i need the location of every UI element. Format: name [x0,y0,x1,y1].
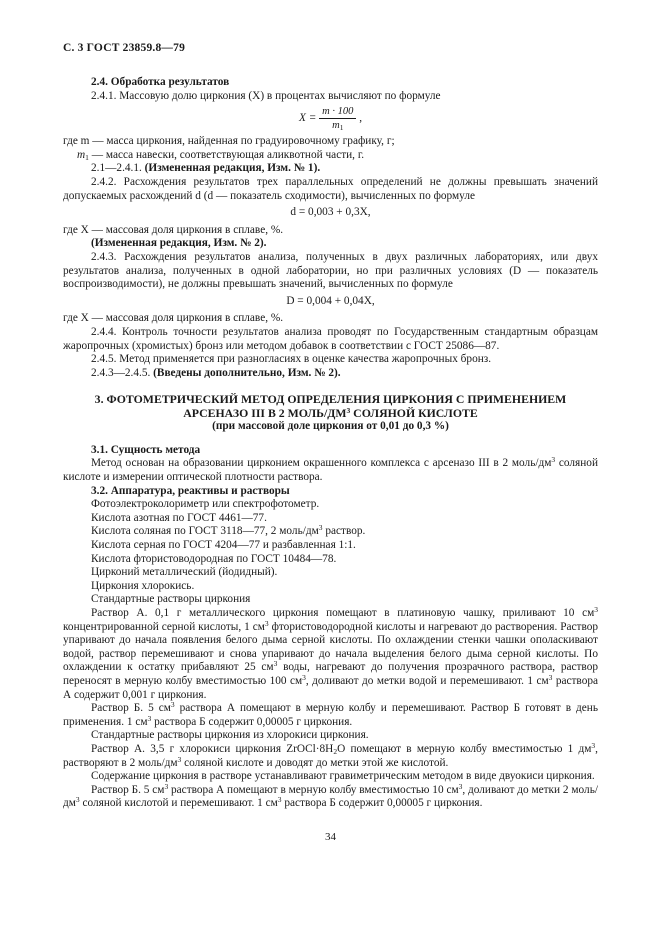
solution-b-oxychloride-t2: раствора А помещают в мерную колбу вместимостью 10 см [168,783,459,796]
solution-a-metal-sup5: 3 [548,672,553,682]
solution-b-oxychloride-sup2: 3 [458,781,463,791]
formula-x-left: X = [298,112,320,125]
solution-a-metal-sup2: 3 [264,618,269,628]
para-3-1-sup: 3 [551,455,556,465]
solution-b-oxychloride-t3: , доливают до метки 2 моль/дм [63,783,598,810]
para-3-1-b: соляной кислоте и измерении оптической плотности раствора. [63,457,598,484]
solution-b-oxychloride-t4: соляной кислотой и перемешивают. 1 см [79,797,278,810]
revision-note-1 [63,162,598,176]
section-3-title [63,392,598,420]
solution-b-metal [63,702,598,729]
solution-a-oxychloride [63,740,598,770]
section-3-title-line2 [63,406,598,420]
solution-a-metal-t3: фтористоводородной кислоты и нагревают до растворения. Раствор упаривают до начала появления белого дыма серной кислоты. По охлаждении стенки чашки ополаскивают водой, раствор перемешивают и снова упаривают до начала выделения белого дыма серной кислоты. По охлаждении к остатку прибавляют 25 см [63,620,599,674]
formula-x-fraction [319,106,356,131]
solution-a-metal-t1: Раствор А. 0,1 г металлического циркония помещают в платиновую чашку, приливают 10 см [91,607,595,619]
solution-b-oxychloride-t1: Раствор Б. 5 см [91,783,165,796]
where-m1 [77,149,598,163]
item-zirconium-metal: Цирконий металлический (йодидный). [91,566,278,579]
formula-x [63,106,598,131]
solution-b-oxychloride-sup4: 3 [277,795,282,805]
solution-b-metal-sup1: 3 [170,700,175,710]
item-hydrofluoric-acid: Кислота фтористоводородная по ГОСТ 10484—78. [91,552,337,565]
where-m1-text: — масса навески, соответствующая аликвотной части, г. [88,148,365,161]
item-zirconium-oxychloride: Циркония хлорокись. [91,579,195,592]
heading-2-4: 2.4. Обработка результатов [91,76,230,88]
item-sulfuric-acid: Кислота серная по ГОСТ 4204—77 и разбавленная 1:1. [91,539,356,552]
formula-x-den-sub: 1 [339,123,344,133]
formula-x-tail: , [356,112,363,125]
section-3-title-line1: 3. ФОТОМЕТРИЧЕСКИЙ МЕТОД ОПРЕДЕЛЕНИЯ ЦИРКОНИЯ С ПРИМЕНЕНИЕМ [94,392,567,407]
where-x-1: где X — массовая доля циркония в сплаве, %. [63,223,284,236]
solution-a-metal-sup3: 3 [273,659,278,669]
revision-note-3 [63,367,598,381]
solution-b-metal-sup2: 3 [147,713,152,723]
para-2-4-2: 2.4.2. Расхождения результатов трех параллельных определений не должны превышать значений допускаемых расхождений d (d — показатель сходимости), вычисленных по формуле [63,175,598,202]
para-2-4-1: 2.4.1. Массовую долю циркония (X) в процентах вычисляют по формуле [91,89,441,102]
solution-a-metal-sup4: 3 [302,672,306,682]
item-hydrochloric-acid-b: раствор. [322,525,366,538]
formula-x-denominator [319,119,356,131]
solution-b-oxychloride-sup3: 3 [75,795,80,805]
solution-a-metal-t6: раствора А содержит 0,001 г циркония. [63,674,599,701]
para-3-1 [63,457,598,484]
where-x-2: где X — массовая доля циркония в сплаве, %. [63,312,284,325]
solution-a-metal-t2: концентрированной серной кислоты, 1 см [63,620,265,633]
section-3-subtitle: (при массовой доле циркония от 0,01 до 0,3 %) [212,420,449,433]
solution-a-oxychloride-t1: Раствор А. 3,5 г хлорокиси циркония ZrOCl·8H [91,742,334,755]
solution-a-metal-sup1: 3 [594,605,598,614]
section-3-title-line2b: СОЛЯНОЙ КИСЛОТЕ [350,406,478,421]
solution-b-oxychloride-t5: раствора Б содержит 0,00005 г циркония. [281,797,483,810]
formula-D: D = 0,004 + 0,04X, [286,294,375,307]
where-m1-var: m [77,148,86,161]
revision-note-1-bold: (Измененная редакция, Изм. № 1). [144,162,321,175]
where-m: где m — масса циркония, найденная по градуировочному графику, г; [63,135,395,148]
solution-b-oxychloride-sup1: 3 [164,781,169,791]
revision-note-2: (Измененная редакция, Изм. № 2). [91,237,267,250]
solution-b-metal-t3: раствора Б содержит 0,00005 г циркония. [151,715,353,728]
where-m1-sub: 1 [85,152,89,162]
para-2-4-4: 2.4.4. Контроль точности результатов анализа проводят по Государственным стандартным образцам жаропрочных (хромистых) бронз или методом добавок в соответствии с ГОСТ 25086—87. [63,325,598,352]
item-photocolorimeter: Фотоэлектроколориметр или спектрофотометр. [91,498,320,511]
section-3-title-line2a: АРСЕНАЗО III В 2 МОЛЬ/ДМ [183,406,347,421]
item-hydrochloric-acid-sup: 3 [318,523,323,533]
formula-x-numerator: m · 100 [319,106,356,119]
item-nitric-acid: Кислота азотная по ГОСТ 4461—77. [91,511,267,524]
para-2-4-5: 2.4.5. Метод применяется при разногласиях в оценке качества жаропрочных бронз. [91,353,492,366]
page-header: С. 3 ГОСТ 23859.8—79 [63,42,186,54]
solution-a-oxychloride-t3: , растворяют в 2 моль/дм [63,742,598,769]
solution-a-oxychloride-t2: O помещают в мерную колбу вместимостью 1 дм [337,742,592,755]
item-hydrochloric-acid [63,525,598,539]
solution-b-metal-t2: раствора А помещают в мерную колбу и перемешивают. Раствор Б готовят в день применения. 1 см [63,702,598,728]
solution-a-oxychloride-sup2: 3 [177,754,182,764]
formula-x-den-var: m [332,120,340,132]
solution-a-metal-t4: воды, нагревают до получения прозрачного раствора, раствор переносят в мерную колбу вместимостью 100 см [63,661,598,687]
revision-note-1-prefix: 2.1—2.4.1. [91,162,145,175]
solution-a-oxychloride-sup1: 3 [591,740,596,750]
solution-a-metal-t5: , доливают до метки водой и перемешивают. 1 см [305,674,549,687]
heading-3-1: 3.1. Сущность метода [91,443,201,456]
item-standard-solutions: Стандартные растворы циркония [91,593,251,606]
formula-d: d = 0,003 + 0,3X, [290,206,371,219]
solution-a-oxychloride-t4: соляной кислоте и доводят до метки этой же кислотой. [181,756,449,769]
para-3-1-a: Метод основан на образовании цирконием окрашенного комплекса с арсеназо III в 2 моль/дм [91,457,552,470]
section-3-title-sup: 3 [346,406,351,416]
solution-b-metal-t1: Раствор Б. 5 см [91,702,171,715]
revision-note-3-bold: (Введены дополнительно, Изм. № 2). [153,366,341,379]
heading-3-2: 3.2. Аппаратура, реактивы и растворы [91,484,290,497]
solution-a-metal [63,607,598,702]
solution-b-oxychloride [63,781,598,811]
para-2-4-3: 2.4.3. Расхождения результатов анализа, полученных в двух различных лабораториях, или двух результатов анализа, полученных в одной лаборатории, но при различных условиях (D — показатель воспроизводимости), не должны превышать значений, вычисленных по формуле [63,250,598,291]
page-content [63,76,598,811]
zirconium-content-determination: Содержание циркония в растворе устанавливают гравиметрическим методом в виде двуокиси циркония. [91,770,595,783]
solution-a-oxychloride-sub: 2 [333,746,338,756]
item-hydrochloric-acid-a: Кислота соляная по ГОСТ 3118—77, 2 моль/дм [91,525,319,538]
revision-note-3-prefix: 2.4.3—2.4.5. [91,366,154,379]
page-number: 34 [325,831,336,843]
standard-solutions-oxychloride: Стандартные растворы циркония из хлорокиси циркония. [91,729,369,742]
